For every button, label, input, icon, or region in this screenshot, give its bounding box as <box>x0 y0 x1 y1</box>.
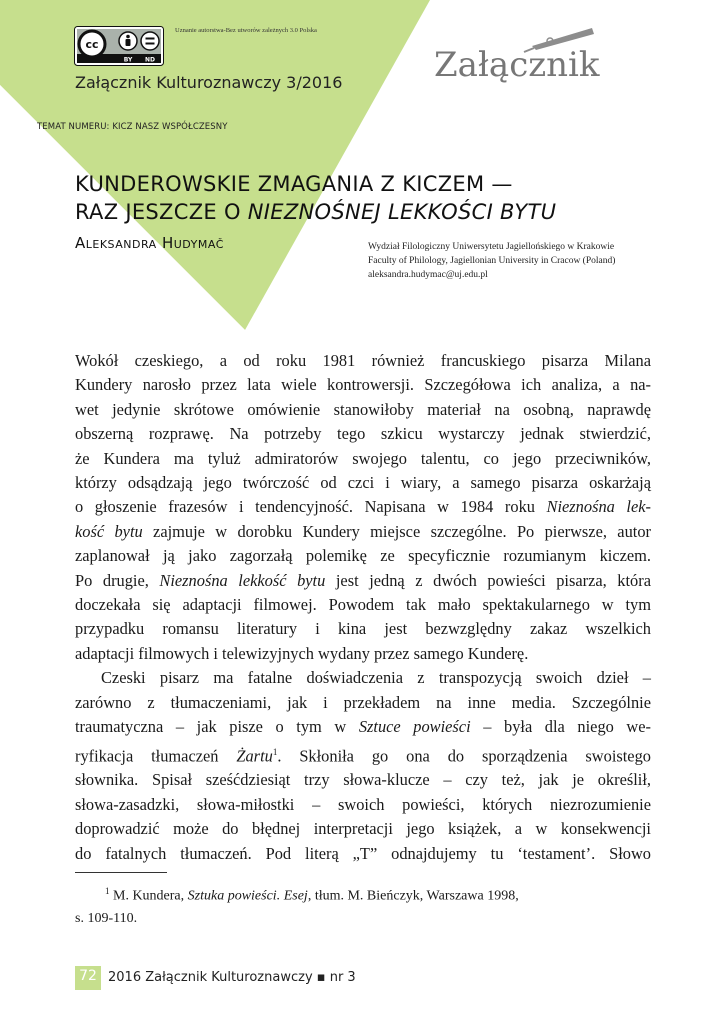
issue-theme-label: TEMAT NUMERU: KICZ NASZ WSPÓŁCZESNY <box>37 122 228 132</box>
footnote-text: , tłum. M. Bieńczyk, Warszawa 1998, <box>307 888 519 904</box>
body-line: Wokół czeskiego, a od roku 1981 również francuskiego pisarza Milana <box>75 351 651 370</box>
author-name: Aleksandra Hudymač <box>75 234 224 252</box>
body-line: doczekała się adaptacji filmowej. Powodem tak mało spektakularnego w tym <box>75 595 651 615</box>
title-line-2-italic: NIEZNOŚNEJ LEKKOŚCI BYTU <box>247 200 557 224</box>
body-segment: zajmuje w dorobku Kundery miejsce szczególne. Po pierwsze, autor <box>142 521 651 541</box>
cc-license-badge[interactable] <box>74 26 164 66</box>
body-line <box>75 520 651 544</box>
body-line: obszerną rozprawę. Na potrzeby tego szkicu wystarczy jednak stwierdzić, <box>75 424 651 444</box>
footnote-marker: 1 <box>105 886 110 896</box>
book-title: Nieznośna lek- <box>546 497 651 517</box>
body-line <box>75 495 651 519</box>
title-line-2-prefix: RAZ JESZCZE O <box>75 200 248 224</box>
body-line: wet jedynie skrótowe omówienie stanowiłoby materiał na osobną, naprawdę <box>75 399 651 419</box>
body-line: Kundery narosło przez lata wiele kontrowersji. Szczegółowa ich analiza, a na- <box>75 375 651 395</box>
page-number: 72 <box>79 968 97 984</box>
body-line <box>75 569 651 593</box>
body-line <box>75 740 651 769</box>
book-title: kość bytu <box>75 521 143 541</box>
badge-by-label: BY <box>123 56 133 64</box>
footnote-line-2: s. 109-110. <box>75 910 138 926</box>
body-line <box>75 715 651 739</box>
article-title <box>75 170 556 226</box>
license-text[interactable]: Uznanie autorstwa-Bez utworów zależnych 3.0 Polska <box>175 27 317 34</box>
body-segment: . Skłoniła go ona do sporządzenia swoistego <box>277 745 651 765</box>
body-line: którzy odsądzają jego twórczość od czci i wiary, a samego pisarza oskarżają <box>75 473 651 493</box>
footnote-ref[interactable]: 1 <box>272 746 278 757</box>
body-line: słownika. Spisał sześćdziesiąt trzy słowa-klucze – czy też, jak je określił, <box>75 770 651 790</box>
footnote <box>75 880 651 930</box>
body-segment: Po drugie, <box>75 570 160 590</box>
body-line: zaplanował ją jako zagorzałą polemikę ze specyficznie rozumianym kiczem. <box>75 546 651 566</box>
article-body <box>75 349 651 866</box>
journal-logo <box>432 26 622 86</box>
title-line-2 <box>75 198 556 226</box>
body-segment: – była dla niego we- <box>470 717 651 737</box>
author-email[interactable]: aleksandra.hudymac@uj.edu.pl <box>368 270 488 280</box>
book-title: Nieznośna lekkość bytu <box>159 570 326 590</box>
body-line: adaptacji filmowych i telewizyjnych wydany przez samego Kunderę. <box>75 643 529 663</box>
book-title: Sztuce powieści <box>358 717 471 737</box>
no-derivatives-icon <box>141 32 159 50</box>
book-title: Żartu <box>236 745 273 765</box>
journal-issue: Załącznik Kulturoznawczy 3/2016 <box>75 73 343 92</box>
footnote-divider <box>75 872 167 873</box>
footnote-book-title: Sztuka powieści. Esej <box>187 888 308 904</box>
affiliation-pl: Wydział Filologiczny Uniwersytetu Jagiellońskiego w Krakowie <box>368 242 615 252</box>
body-line: że Kundera ma tyluż admiratorów swojego talentu, co jego przeciwników, <box>75 448 651 468</box>
body-line: słowa-zasadzki, słowa-miłostki – swoich powieści, których niezrozumienie <box>75 794 651 814</box>
affiliation-en: Faculty of Philology, Jagiellonian University in Cracow (Poland) <box>368 256 616 266</box>
body-line: zarówno z tłumaczeniami, jak i przekładem na inne media. Szczególnie <box>75 692 651 712</box>
body-line: Czeski pisarz ma fatalne doświadczenia z transpozycją swoich dzieł – <box>101 668 651 688</box>
header-green-triangle <box>0 0 430 330</box>
cc-icon <box>79 31 105 57</box>
logo-text: Załącznik <box>434 45 600 85</box>
body-segment: traumatyczna – jak pisze o tym w <box>75 717 359 737</box>
body-line: do fatalnych tłumaczeń. Pod literą „T” odnajdujemy tu ‘testament’. Słowo <box>75 843 651 863</box>
footnote-line-1 <box>75 880 651 908</box>
body-segment: o głoszenie frazesów i tendencyjność. Napisana w 1984 roku <box>75 497 547 517</box>
footer-journal: 2016 Załącznik Kulturoznawczy ▪ nr 3 <box>108 970 356 985</box>
body-line: doprowadzić może do błędnej interpretacji jego książek, a w konsekwencji <box>75 819 651 839</box>
body-segment: jest jedną z dwóch powieści pisarza, która <box>325 570 651 590</box>
body-segment: ryfikacja tłumaczeń <box>75 745 237 765</box>
attribution-icon <box>119 32 137 50</box>
svg-text:cc: cc <box>85 38 99 51</box>
title-line-1: KUNDEROWSKIE ZMAGANIA Z KICZEM — <box>75 172 513 196</box>
body-line: przypadku romansu literatury i kina jest bezwzględny zakaz wszelkich <box>75 619 651 639</box>
author-affiliation <box>368 240 615 282</box>
footnote-text: M. Kundera, <box>109 888 188 904</box>
badge-nd-label: ND <box>144 56 156 64</box>
